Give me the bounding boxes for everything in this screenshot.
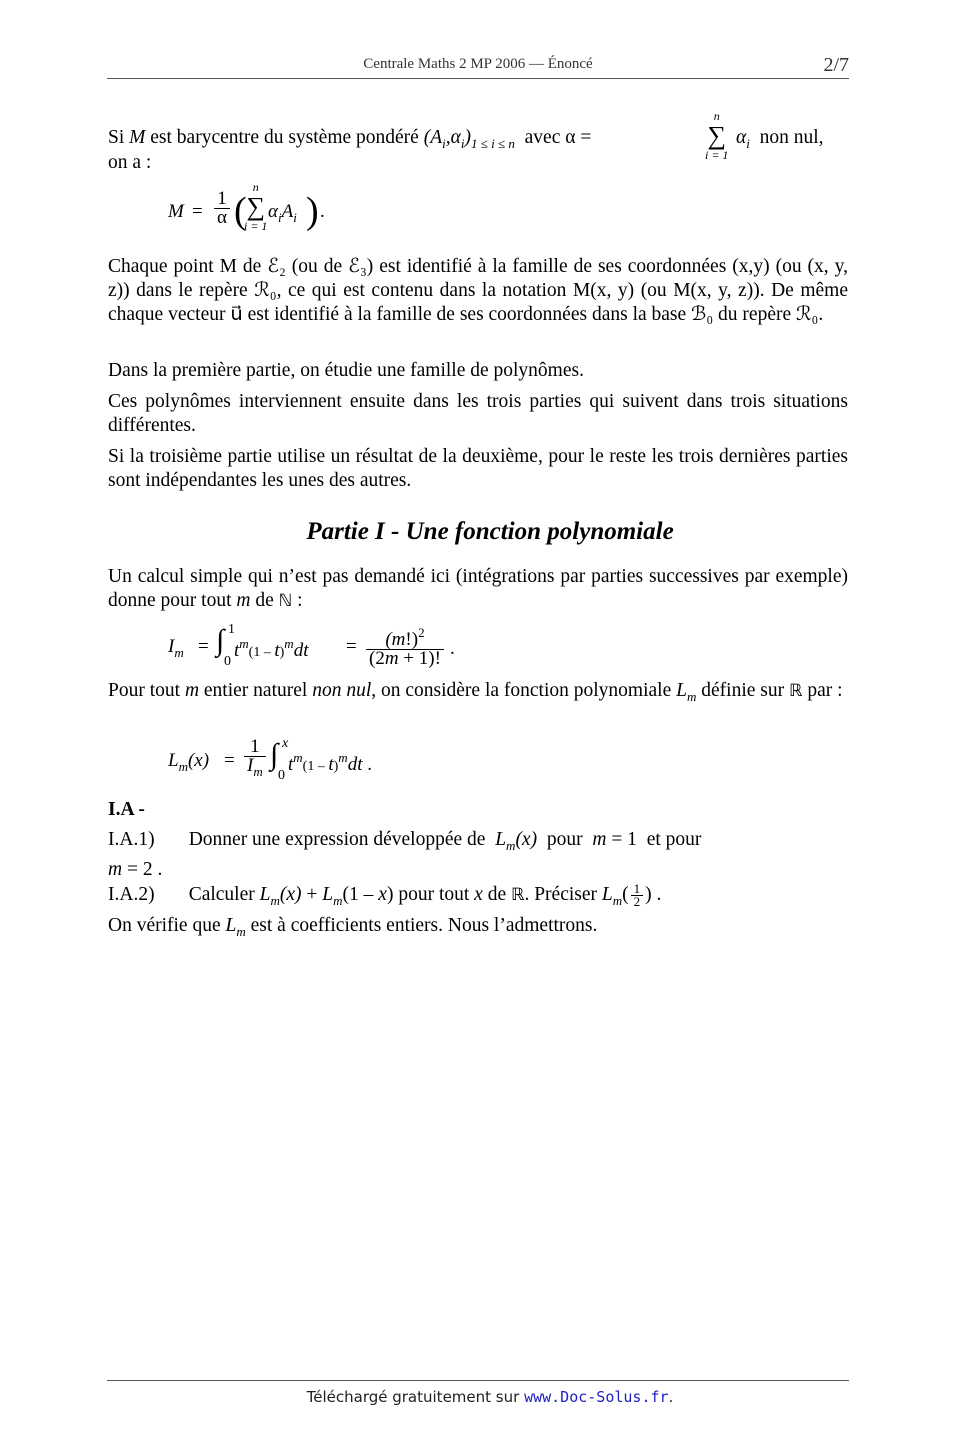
part1-para2-d: , on considère la fonction polynomiale: [371, 680, 672, 701]
final-sentence: On vérifie que $L_m$ est à coefficients entiers. Nous l’admettrons.: [108, 915, 598, 939]
paragraph-polynomials: Ces polynômes interviennent ensuite dans les trois parties qui suivent dans trois situations différentes.: [108, 391, 848, 436]
final-sentence-a: On vérifie que: [108, 915, 221, 936]
question-IA2-text-d: . Préciser: [524, 884, 598, 905]
question-IA2-label: I.A.2): [108, 884, 155, 905]
question-IA1-text-c: et pour: [646, 829, 702, 850]
page-header: [107, 54, 849, 78]
header-rule: [107, 78, 849, 79]
question-IA2-text-c: de: [487, 884, 507, 905]
bary-text-2: est barycentre du système pondéré: [150, 127, 419, 148]
section-IA: I.A -: [108, 799, 145, 820]
part1-para2-c: non nul: [312, 680, 372, 701]
part-title: Partie I - Une fonction polynomiale: [306, 518, 674, 545]
header-title: Centrale Maths 2 MP 2006 — Énoncé: [363, 56, 593, 72]
part1-para2-e: définie sur: [701, 680, 785, 701]
bary-text-4: non nul,: [759, 127, 824, 148]
part1-para2-b: entier naturel: [203, 680, 308, 701]
footer-text: Téléchargé gratuitement sur: [306, 1388, 520, 1406]
question-IA2: I.A.2) Calculer $L_m(x) + L_m(1 - x)$ pour tout x de ℝ. Préciser $L_m$( $\frac{1}{2}$ ) .: [108, 881, 662, 910]
barycentre-formula: M = $\frac{1}{\alpha}$ ( n ∑ i = 1 $\alpha_iA_i$ ) .: [168, 180, 325, 233]
sum-alpha: n ∑ i = 1: [705, 109, 729, 162]
question-IA1: I.A.1) Donner une expression développée de $L_m(x)$ pour m = 1 et pour m = 2 .: [108, 829, 702, 880]
question-IA2-text-a: Calculer: [188, 884, 255, 905]
part1-para1-text-b: de: [255, 590, 274, 611]
footer-rule: [107, 1380, 849, 1381]
footer-link[interactable]: www.Doc-Solus.fr: [524, 1388, 669, 1406]
question-IA1-label: I.A.1): [108, 829, 155, 850]
part1-paragraph-2: Pour tout m entier naturel non nul, on considère la fonction polynomiale $L_m$ définie sur ℝ par :: [108, 680, 843, 704]
barycentre-sentence: Si M est barycentre du système pondéré $(A_i,\alpha_i)_{1 \le i \le n}$ avec α = n ∑ i = 1 $\alpha_i$ non nul, on a :: [108, 109, 824, 173]
question-IA1-text-b: pour: [546, 829, 583, 850]
integral-Im-formula: $I_m$ = ∫ 1 0 $t^m(1 - t)^mdt$ = $\frac{(m!)^2}{(2m + 1)!}$ .: [168, 622, 455, 669]
part1-para2-a: Pour tout: [108, 680, 181, 701]
question-IA2-text-b: pour tout: [398, 884, 470, 905]
page-number: 2/7: [823, 54, 849, 76]
final-sentence-b: est à coefficients entiers. Nous l’admettrons.: [250, 915, 598, 936]
Lm-definition-formula: $L_m(x)$ = $\frac{1}{I_m}$ ∫ x 0 $t^m(1 - t)^mdt$ .: [168, 736, 372, 783]
part1-paragraph-1: Un calcul simple qui n’est pas demandé ici (intégrations par parties successives par exemple) donne pour tout m de ℕ :: [108, 566, 848, 611]
part1-para2-f: par :: [807, 680, 843, 701]
page-footer: Téléchargé gratuitement sur www.Doc-Solus.fr.: [306, 1388, 674, 1406]
bary-text-5: on a :: [108, 152, 152, 173]
bary-text-3: avec: [524, 127, 561, 148]
paragraph-independence: Si la troisième partie utilise un résultat de la deuxième, pour le reste les trois dernières parties sont indépendantes les unes des autres.: [108, 446, 848, 491]
bary-text-1: Si: [108, 127, 125, 148]
part1-para1-text: Un calcul simple qui n’est pas demandé ici (intégrations par parties successives par exemple) donne pour tout: [108, 566, 848, 611]
question-IA1-text-a: Donner une expression développée de: [188, 829, 486, 850]
coordinates-paragraph: Chaque point M de ℰ₂ (ou de ℰ₃) est identifié à la famille de ses coordonnées (x,y) (ou (x, y, z)) dans le repère ℛ₀, ce qui est contenu dans la notation M(x, y) (ou M(x, y, z)). De même chaque vecteur u⃗ est identifié à la famille de ses coordonnées dans la base ℬ₀ du repère ℛ₀.: [108, 256, 848, 325]
paragraph-first-part: Dans la première partie, on étudie une famille de polynômes.: [108, 360, 584, 381]
